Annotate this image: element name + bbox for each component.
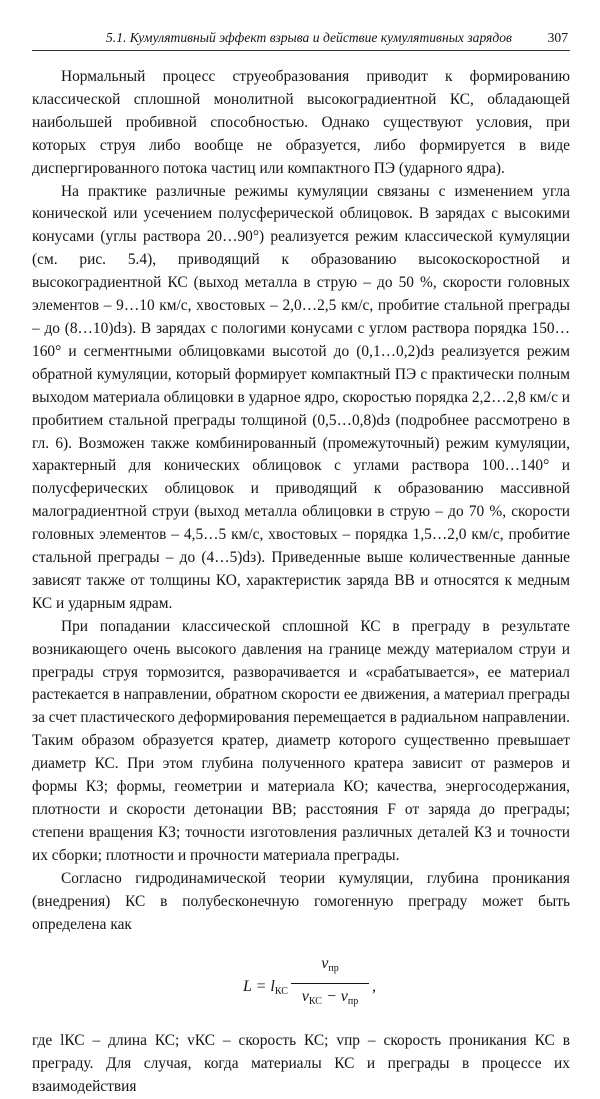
paragraph: Нормальный процесс струеобразования приводит к формированию классической сплошной монолитной высокоградиентной КС, обладающей наибольшей пробивной способностью. Однако существуют условия, при которых струя либо вообще не образуется, либо формируется в виде диспергированного потока частиц или компактного ПЭ (ударного ядра).: [32, 68, 570, 177]
formula-lhs: $L = l_{КС}$: [243, 978, 288, 998]
paragraph: На практике различные режимы кумуляции связаны с изменением угла конической или усечением полусферической облицовок. В зарядах с высокими конусами (углы раствора 20…90°) реализуется режим классической кумуляции (см. рис. 5.4), приводящий к образованию высокоскоростной и высокоградиентной КС (выход металла в струю – до 50 %, скорости головных элементов – 9…10 км/с, хвостовых – 2,0…2,5 км/с, пробитие стальной преграды – до (8…10)dз). В зарядах с пологими конусами с углом раствора порядка 150…160° и сегментными облицовками высотой до (0,1…0,2)dз реализуется режим обратной кумуляции, который формирует компактный ПЭ с практически полным выходом материала облицовки в ударное ядро, скоростью порядка 2,2…2,8 км/с и пробитием стальной преграды толщиной (0,5…0,8)dз (подробнее рассмотрено в гл. 6). Возможен также комбинированный (промежуточный) режим кумуляции, характерный для конических облицовок с углами раствора 100…140° и полусферических облицовок и приводящий к образованию массивной малоградиентной струи (выход металла облицовки в струю – до 70 %, скорости головных элементов – 4,5…5 км/с, хвостовых – порядка 1,5…2,0 км/с, пробитие стальной преграды – до (4…5)dз). Приведенные выше количественные данные зависят также от толщины КО, характеристик заряда ВВ и относятся к медным КС и ударным ядрам.: [32, 182, 570, 612]
penetration-formula: [32, 950, 570, 1024]
body-text: [32, 66, 570, 1099]
running-header: [32, 28, 570, 51]
formula-comma: ,: [372, 978, 376, 996]
formula-numerator: $v_{пр}$: [321, 955, 339, 975]
formula-fraction: [291, 954, 369, 1012]
page-number: 307: [547, 30, 568, 45]
chapter-title: 5.1. Кумулятивный эффект взрыва и действие кумулятивных зарядов: [106, 30, 512, 45]
paragraph: При попадании классической сплошной КС в преграду в результате возникающего очень высокого давления на границе между материалом струи и преграды струя тормозится, разворачивается и «срабатывается», ее материал растекается в направлении, обратном скорости ее движения, а материал преграды за счет пластического деформирования перемещается в радиальном направлении. Таким образом образуется кратер, диаметр которого существенно превышает диаметр КС. При этом глубина полученного кратера зависит от размеров и формы КЗ; формы, геометрии и материала КО; качества, энергосодержания, плотности и скорости детонации ВВ; расстояния F от заряда до преграды; степени вращения КЗ; точности изготовления различных деталей КЗ и точности их сборки; плотности и прочности материала преграды.: [32, 617, 570, 864]
paragraph: где lКС – длина КС; vКС – скорость КС; vпр – скорость проникания КС в преграду. Для случая, когда материалы КС и преграды в процессе их взаимодействия: [32, 1032, 570, 1096]
fraction-bar: [291, 983, 369, 984]
formula-denominator: $v_{КС} - v_{пр}$: [301, 988, 359, 1008]
paragraph: Согласно гидродинамической теории кумуляции, глубина проникания (внедрения) КС в полубесконечную гомогенную преграду может быть определена как: [32, 869, 570, 933]
